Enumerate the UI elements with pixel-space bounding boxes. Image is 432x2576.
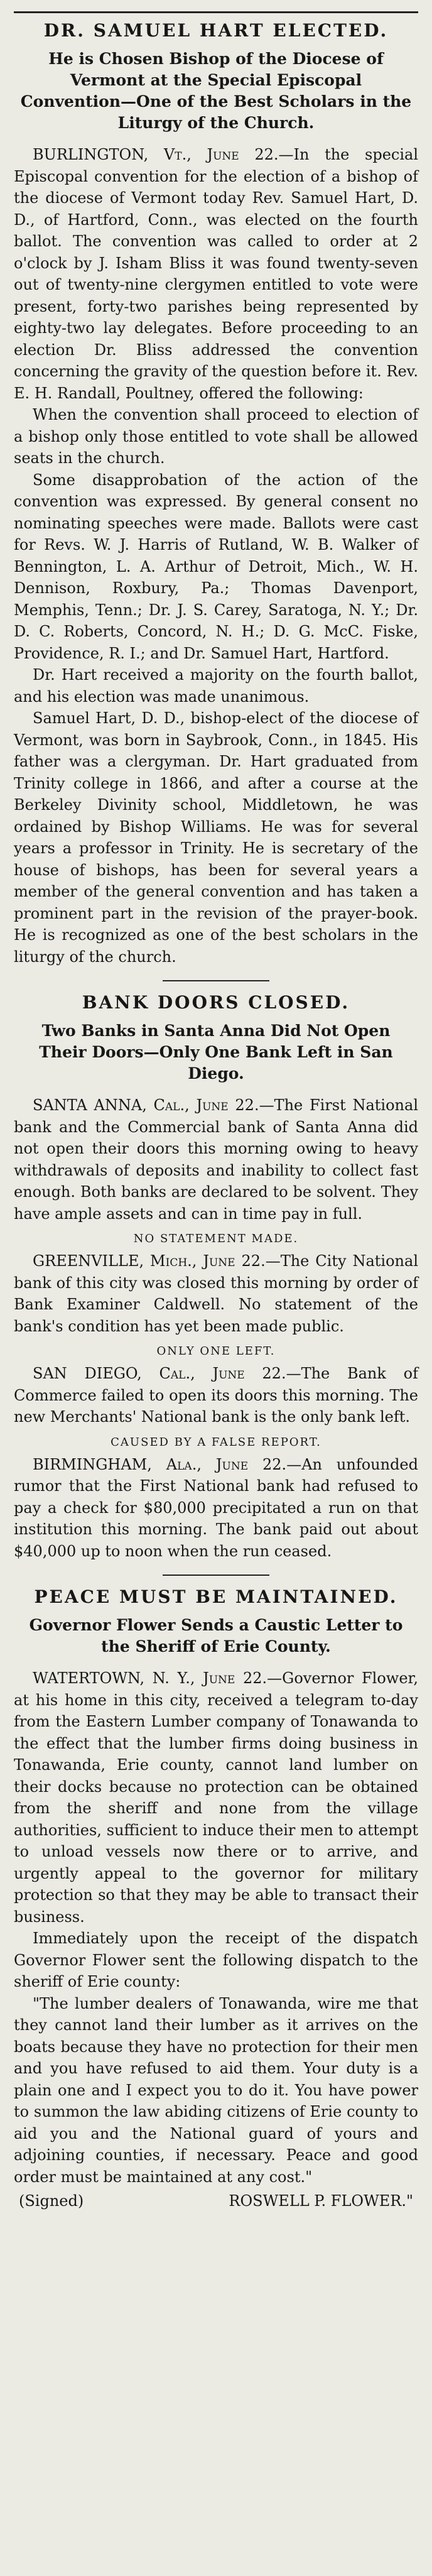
paragraph: Immediately upon the receipt of the dispatch Governor Flower sent the following dispatch to the sheriff of Erie county: xyxy=(14,1929,418,1990)
paragraph: BURLINGTON, Vt., June 22.—In the special Episcopal convention for the election of a bishop of the diocese of Vermont today Rev. Samuel Hart, D. D., of Hartford, Conn., was elected on the fourth ballot. The convention was called to order at 2 o'clock by J. Isham Bliss it was found twenty-seven out of twenty-nine clergymen entitled to vote were present, forty-two parishes being represented by eighty-two lay delegates. Before proceeding to an election Dr. Bliss addressed the convention concerning the gravity of the question before it. Rev. E. H. Randall, Poultney, offered the following: xyxy=(14,146,418,402)
dateline: SAN DIEGO, Cal., June 22. xyxy=(33,1365,286,1382)
paragraph: When the convention shall proceed to election of a bishop only those entitled to vote shall be allowed seats in the church. xyxy=(14,406,418,467)
deck: Two Banks in Santa Anna Did Not Open Their Doors—Only One Bank Left in San Diego. xyxy=(39,1022,393,1083)
dateline: BURLINGTON, Vt., June 22. xyxy=(33,146,279,163)
headline: DR. SAMUEL HART ELECTED. xyxy=(43,20,389,41)
signature-label: (Signed) xyxy=(19,2192,84,2210)
paragraph: SANTA ANNA, Cal., June 22.—The First National bank and the Commercial bank of Santa Anna did not open their doors this morning owing to heavy withdrawals of deposits and inability to collect fast enough. Both banks are declared to be solvent. They have ample assets and can in time pay in full. xyxy=(14,1096,418,1223)
dateline: WATERTOWN, N. Y., June 22. xyxy=(33,1669,267,1687)
paragraph: Some disapprobation of the action of the convention was expressed. By general consent no nominating speeches were made. Ballots were cast for Revs. W. J. Harris of Rutland, W. B. Walker of Bennington, L. A. Arthur of Detroit, Mich., W. H. Dennison, Roxbury, Pa.; Thomas Davenport, Memphis, Tenn.; Dr. J. S. Carey, Saratoga, N. Y.; Dr. D. C. Roberts, Concord, N. H.; D. G. McC. Fiske, Providence, R. I.; and Dr. Samuel Hart, Hartford. xyxy=(14,471,418,662)
article-governor-letter xyxy=(14,1586,418,2212)
top-rule xyxy=(14,11,418,13)
headline: BANK DOORS CLOSED. xyxy=(82,992,350,1013)
article-bishop-election xyxy=(14,19,418,968)
paragraph: BIRMINGHAM, Ala., June 22.—An unfounded rumor that the First National bank had refused to pay a check for $80,000 precipitated a run on that institution this morning. The bank paid out about $40,000 up to noon when the run ceased. xyxy=(14,1455,418,1560)
dateline: SANTA ANNA, Cal., June 22. xyxy=(33,1096,259,1114)
separator-rule xyxy=(163,1575,269,1576)
subhead: NO STATEMENT MADE. xyxy=(133,1232,299,1245)
signature-line xyxy=(14,2190,418,2212)
paragraph: WATERTOWN, N. Y., June 22.—Governor Flower, at his home in this city, received a telegram to-day from the Eastern Lumber company of Tonawanda to the effect that the lumber firms doing business in Tonawanda, Erie county, cannot land lumber on their docks because no protection can be obtained from the sheriff and none from the village authorities, sufficient to induce their men to attempt to unload vessels now there or to arrive, and urgently appeal to the governor for military protection so that they may be able to transact their business. xyxy=(14,1669,418,1926)
dateline: BIRMINGHAM, Ala., June 22. xyxy=(33,1455,287,1473)
paragraph: SAN DIEGO, Cal., June 22.—The Bank of Commerce failed to open its doors this morning. The new Merchants' National bank is the only bank left. xyxy=(14,1365,418,1426)
signature-name: ROSWELL P. FLOWER." xyxy=(229,2192,413,2210)
subhead: CAUSED BY A FALSE REPORT. xyxy=(111,1435,321,1449)
subhead: ONLY ONE LEFT. xyxy=(156,1345,276,1358)
separator-rule xyxy=(163,980,269,981)
dateline: GREENVILLE, Mich., June 22. xyxy=(33,1252,266,1270)
headline: PEACE MUST BE MAINTAINED. xyxy=(34,1586,398,1607)
paragraph: Dr. Hart received a majority on the fourth ballot, and his election was made unanimous. xyxy=(14,666,418,706)
deck: Governor Flower Sends a Caustic Letter to the Sheriff of Erie County. xyxy=(29,1616,403,1656)
paragraph: GREENVILLE, Mich., June 22.—The City National bank of this city was closed this morning by order of Bank Examiner Caldwell. No statement of the bank's condition has yet been made public. xyxy=(14,1252,418,1335)
paragraph: "The lumber dealers of Tonawanda, wire me that they cannot land their lumber as it arrives on the boats because they have no protection for their men and you have refused to aid them. Your duty is a plain one and I expect you to do it. You have power to summon the law abiding citizens of Erie county to aid you and the National guard of yours and adjoining counties, if necessary. Peace and good order must be maintained at any cost." xyxy=(14,1994,418,2186)
deck: He is Chosen Bishop of the Diocese of Vermont at the Special Episcopal Convention—One of the Best Scholars in the Liturgy of the Church. xyxy=(20,50,412,132)
article-bank-closures xyxy=(14,991,418,1562)
paragraph: Samuel Hart, D. D., bishop-elect of the diocese of Vermont, was born in Saybrook, Conn., in 1845. His father was a clergyman. Dr. Hart graduated from Trinity college in 1866, and after a course at the Berkeley Divinity school, Middletown, he was ordained by Bishop Williams. He was for several years a professor in Trinity. He is secretary of the house of bishops, has been for several years a member of the general convention and has taken a prominent part in the revision of the prayer-book. He is recognized as one of the best scholars in the liturgy of the church. xyxy=(14,709,418,966)
